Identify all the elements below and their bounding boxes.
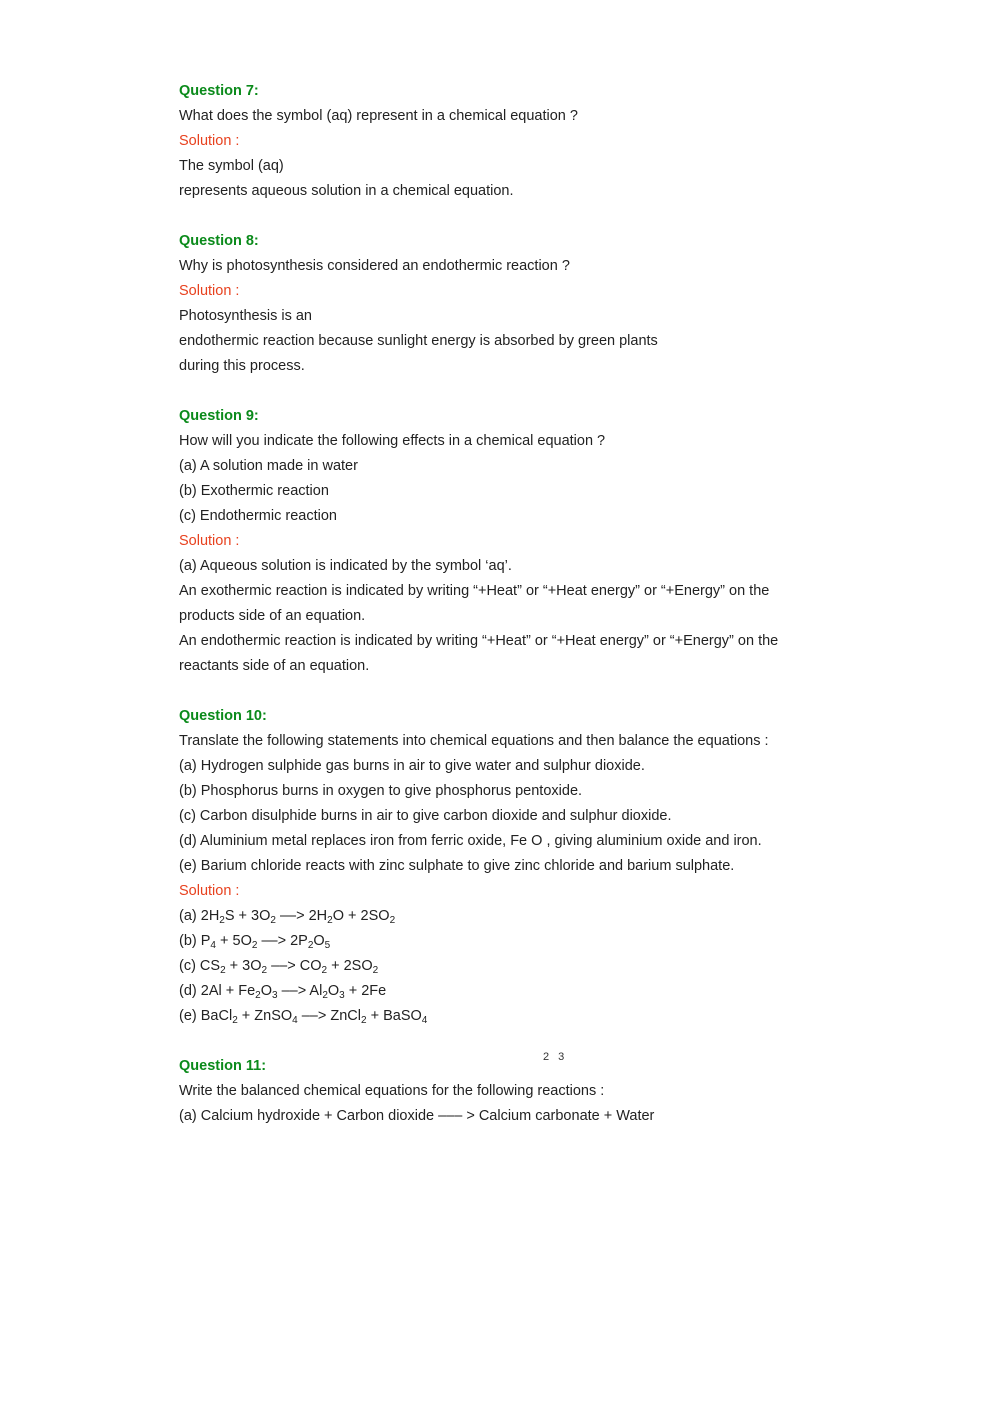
equation-segment: (d) 2Al + Fe (179, 983, 256, 999)
equation-segment: O (327, 983, 340, 999)
equation-b (179, 929, 819, 954)
equation-segment: + ZnSO (237, 1008, 293, 1024)
question-8-text: Why is photosynthesis considered an endothermic reaction ? (179, 258, 570, 274)
question-11-heading: Question 11: (179, 1058, 267, 1074)
question-8-answer-line: endothermic reaction because sunlight energy is absorbed by green plants (179, 333, 658, 349)
equation-subscript: 2 (372, 965, 379, 976)
equation-subscript: 5 (324, 940, 331, 951)
equation-subscript: 2 (251, 940, 258, 951)
question-8-solution-label: Solution : (179, 283, 240, 299)
question-9-part: (a) A solution made in water (179, 458, 358, 474)
equation-segment: (b) P (179, 933, 211, 949)
document-page (179, 79, 819, 1129)
question-7-heading: Question 7: (179, 83, 259, 99)
equation-segment: + 3O (225, 958, 262, 974)
question-9-answer-line: An endothermic reaction is indicated by writing “+Heat” or “+Heat energy” or “+Energy” on the (179, 633, 779, 649)
question-11-text: Write the balanced chemical equations for the following reactions : (179, 1083, 605, 1099)
question-10-part: (a) Hydrogen sulphide gas burns in air to give water and sulphur dioxide. (179, 758, 645, 774)
question-8-answer-line: Photosynthesis is an (179, 308, 312, 324)
equation-a (179, 904, 819, 929)
equation-subscript: 2 (232, 1015, 238, 1026)
equation-d (179, 979, 819, 1004)
equation-segment: + 2Fe (344, 983, 387, 999)
question-9-solution-label: Solution : (179, 533, 240, 549)
question-9-answer-line: products side of an equation. (179, 608, 366, 624)
question-8-heading: Question 8: (179, 233, 259, 249)
question-9-heading: Question 9: (179, 408, 259, 424)
question-9-answer-line: An exothermic reaction is indicated by writing “+Heat” or “+Heat energy” or “+Energy” on the (179, 583, 770, 599)
stray-subscript: 2 (543, 1051, 550, 1063)
equation-subscript: 2 (321, 965, 328, 976)
equation-subscript: 2 (255, 990, 261, 1001)
question-10-part: (b) Phosphorus burns in oxygen to give phosphorus pentoxide. (179, 783, 583, 799)
equation-e (179, 1004, 819, 1029)
question-11-part: (a) Calcium hydroxide + Carbon dioxide ‒‒‒ > Calcium carbonate + Water (179, 1108, 655, 1124)
question-7-text: What does the symbol (aq) represent in a chemical equation ? (179, 108, 578, 124)
equation-segment: + BaSO (366, 1008, 422, 1024)
equation-segment: O (313, 933, 325, 949)
equation-subscript: 2 (219, 915, 225, 926)
question-9-text: How will you indicate the following effects in a chemical equation ? (179, 433, 606, 449)
equation-subscript: 2 (261, 965, 268, 976)
equation-segment: (c) CS (179, 958, 221, 974)
question-10-solution-label: Solution : (179, 883, 240, 899)
equation-c (179, 954, 819, 979)
equation-segment: ‒‒> ZnCl (297, 1008, 361, 1024)
question-10-part: (e) Barium chloride reacts with zinc sulphate to give zinc chloride and barium sulphate. (179, 858, 735, 874)
equation-subscript: 2 (389, 915, 396, 926)
equation-subscript: 2 (270, 915, 276, 926)
equation-segment: (a) 2H (179, 908, 220, 924)
equation-subscript: 4 (210, 940, 216, 951)
question-7-answer-line: represents aqueous solution in a chemical equation. (179, 183, 514, 199)
question-9-part: (b) Exothermic reaction (179, 483, 329, 499)
question-9-part: (c) Endothermic reaction (179, 508, 337, 524)
equation-segment: ‒‒> CO (267, 958, 322, 974)
equation-subscript: 2 (327, 915, 333, 926)
equation-segment: ‒‒> Al (277, 983, 323, 999)
equation-segment: O + 2SO (332, 908, 390, 924)
equation-subscript: 4 (292, 1015, 298, 1026)
question-9-answer-line: reactants side of an equation. (179, 658, 370, 674)
equation-subscript: 2 (307, 940, 314, 951)
equation-segment: (e) BaCl (179, 1008, 233, 1024)
question-7-solution-label: Solution : (179, 133, 240, 149)
equation-segment: O (260, 983, 272, 999)
question-10-part: (c) Carbon disulphide burns in air to give carbon dioxide and sulphur dioxide. (179, 808, 672, 824)
question-7-answer-line: The symbol (aq) (179, 158, 284, 174)
equation-subscript: 3 (272, 990, 278, 1001)
equation-segment: ‒‒> 2H (275, 908, 328, 924)
equation-subscript: 2 (322, 990, 328, 1001)
equation-segment: + 2SO (327, 958, 373, 974)
question-8-answer-line: during this process. (179, 358, 305, 374)
question-9-answer-line: (a) Aqueous solution is indicated by the symbol ‘aq’. (179, 558, 512, 574)
equation-segment: + 5O (215, 933, 252, 949)
stray-subscript: 3 (558, 1051, 565, 1063)
equation-subscript: 2 (361, 1015, 367, 1026)
question-10-heading: Question 10: (179, 708, 267, 724)
equation-segment: ‒‒> 2P (257, 933, 308, 949)
equation-subscript: 2 (220, 965, 226, 976)
equation-subscript: 3 (339, 990, 345, 1001)
question-10-part: (d) Aluminium metal replaces iron from ferric oxide, Fe O , giving aluminium oxide and iron. (179, 833, 762, 849)
equation-subscript: 4 (421, 1015, 428, 1026)
stray-subscripts (543, 1051, 573, 1063)
equation-segment: S + 3O (224, 908, 271, 924)
question-10-text: Translate the following statements into chemical equations and then balance the equations : (179, 733, 769, 749)
